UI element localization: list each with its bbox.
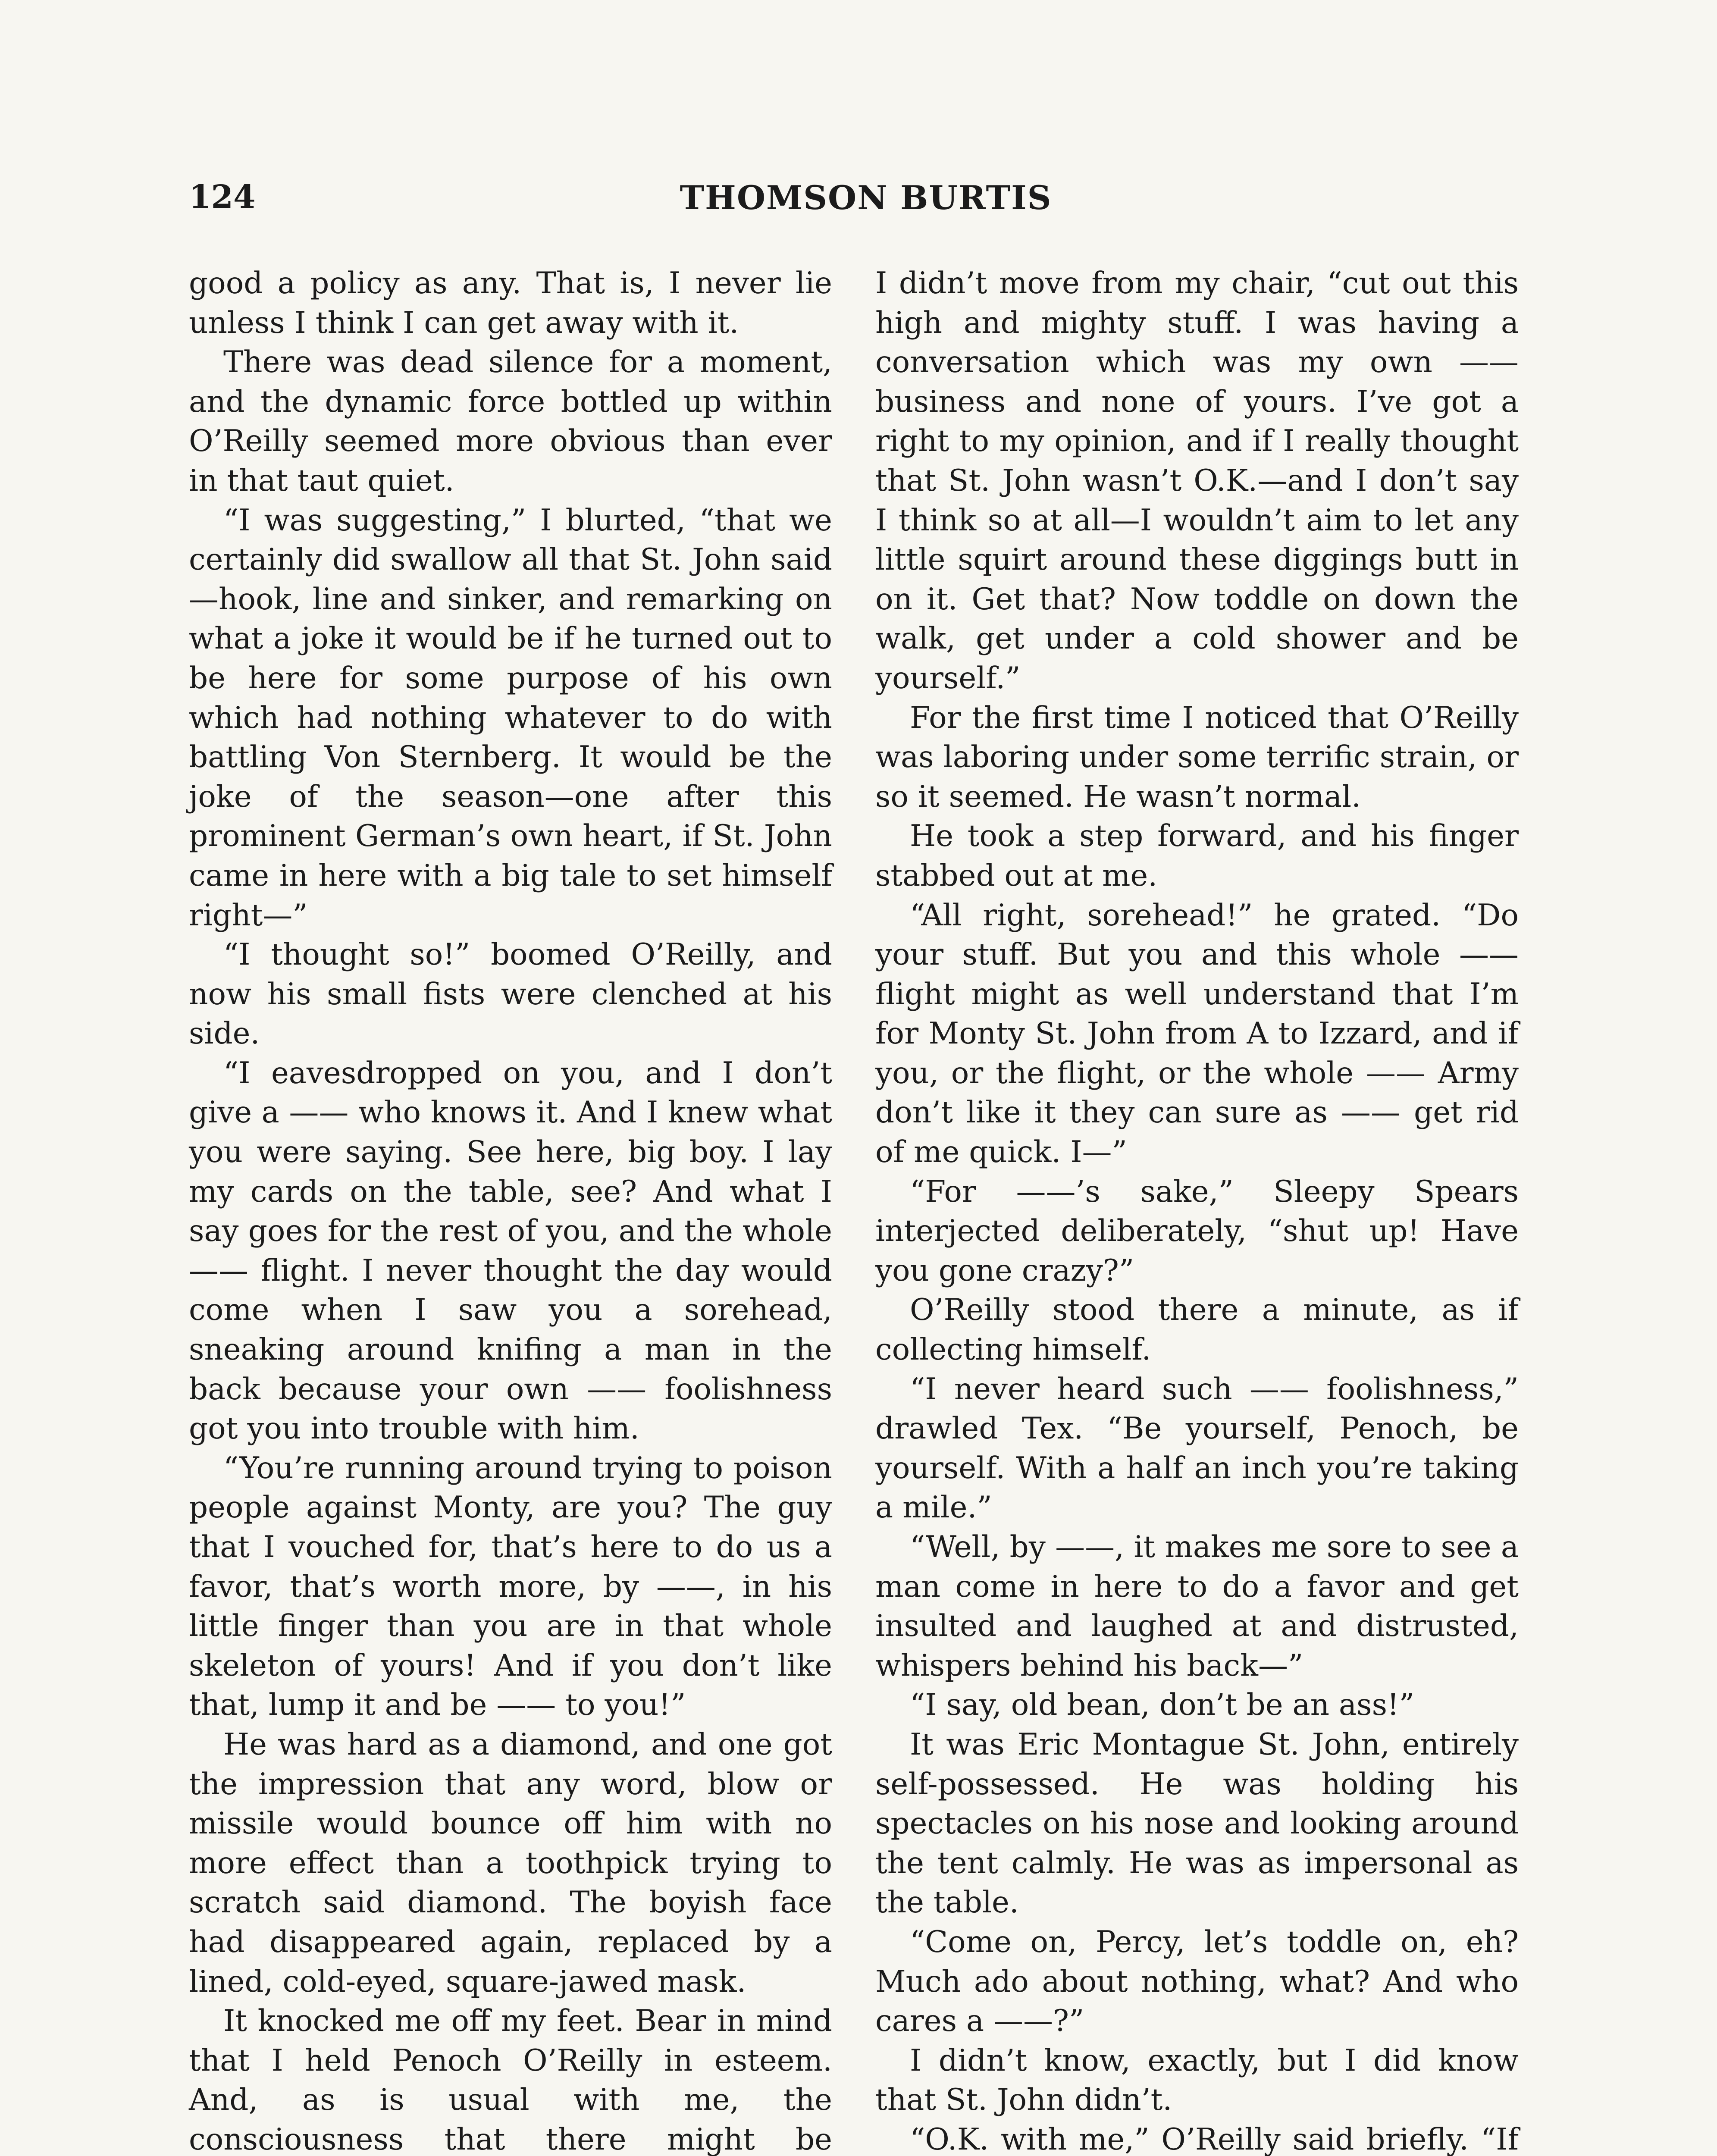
paragraph: “I say, old bean, don’t be an ass!”: [910, 1688, 1415, 1723]
paragraph: He took a step forward, and his finger stabbed out at me.: [875, 819, 1519, 893]
page-header: [189, 179, 1543, 226]
paragraph: He was hard as a diamond, and one got the impression that any word, blow or missile would bounce off him with no more effect than a toothpick trying to scratch said diamond. The boyish face had disappeared again, replaced by a lined, cold-eyed, square-jawed mask.: [189, 1727, 832, 1999]
page-number: 124: [189, 179, 256, 216]
paragraph: good a policy as any. That is, I never lie unless I think I can get away with it.: [189, 266, 832, 340]
left-column: [189, 264, 832, 2156]
paragraph: I didn’t know, exactly, but I did know that St. John didn’t.: [875, 2043, 1519, 2118]
paragraph: “I was suggesting,” I blurted, “that we certainly did swallow all that St. John said—hook, line and sinker, and remarking on what a joke it would be if he turned out to be here for some purpose of his own which had nothing whatever to do with battling Von Sternberg. It would be the joke of the season—one after this prominent German’s own heart, if St. John came in here with a big tale to set himself right—”: [189, 503, 832, 933]
paragraph: “I never heard such —— foolishness,” drawled Tex. “Be yourself, Penoch, be yourself. With a half an inch you’re taking a mile.”: [875, 1372, 1519, 1525]
paragraph: “I eavesdropped on you, and I don’t give a —— who knows it. And I knew what you were saying. See here, big boy. I lay my cards on the table, see? And what I say goes for the rest of you, and the whole —— flight. I never thought the day would come when I saw you a sorehead, sneaking around knifing a man in the back because your own —— foolishness got you into trouble with him.: [189, 1056, 832, 1446]
paragraph: There was dead silence for a moment, and the dynamic force bottled up within O’Reilly seemed more obvious than ever in that taut quiet.: [189, 345, 832, 498]
paragraph: It knocked me off my feet. Bear in mind that I held Penoch O’Reilly in esteem. And, as is usual with me, the consciousness that there might be: [189, 2004, 832, 2156]
paragraph: I didn’t move from my chair, “cut out this high and mighty stuff. I was having a conversation which was my own —— business and none of yours. I’ve got a right to my opinion, and if I really thought that St. John wasn’t O.K.—and I don’t say I think so at all—I wouldn’t aim to let any little squirt around these diggings butt in on it. Get that? Now toddle on down the walk, get under a cold shower and be yourself.”: [875, 266, 1519, 696]
paragraph: O’Reilly stood there a minute, as if collecting himself.: [875, 1293, 1519, 1367]
paragraph: “All right, sorehead!” he grated. “Do your stuff. But you and this whole —— flight might as well understand that I’m for Monty St. John from A to Izzard, and if you, or the flight, or the whole —— Army don’t like it they can sure as —— get rid of me quick. I—”: [875, 898, 1519, 1170]
paragraph: “You’re running around trying to poison people against Monty, are you? The guy that I vouched for, that’s here to do us a favor, that’s worth more, by ——, in his little finger than you are in that whole skeleton of yours! And if you don’t like that, lump it and be —— to you!”: [189, 1451, 832, 1723]
paragraph: “For ——’s sake,” Sleepy Spears interjected deliberately, “shut up! Have you gone crazy?”: [875, 1174, 1519, 1288]
paragraph: “Come on, Percy, let’s toddle on, eh? Much ado about nothing, what? And who cares a ——?”: [875, 1924, 1519, 2039]
paragraph: For the first time I noticed that O’Reilly was laboring under some terrific strain, or so it seemed. He wasn’t normal.: [875, 700, 1519, 814]
running-head: THOMSON BURTIS: [680, 179, 1052, 217]
paragraph: It was Eric Montague St. John, entirely self-possessed. He was holding his spectacles on his nose and looking around the tent calmly. He was as impersonal as the table.: [875, 1727, 1519, 1920]
paragraph: “I thought so!” boomed O’Reilly, and now his small fists were clenched at his side.: [189, 937, 832, 1051]
right-column: [875, 264, 1519, 2156]
paragraph: “Well, by ——, it makes me sore to see a man come in here to do a favor and get insulted and laughed at and distrusted, whispers behind his back—”: [875, 1530, 1519, 1683]
paragraph: “O.K. with me,” O’Reilly said briefly. “If: [910, 2122, 1519, 2156]
